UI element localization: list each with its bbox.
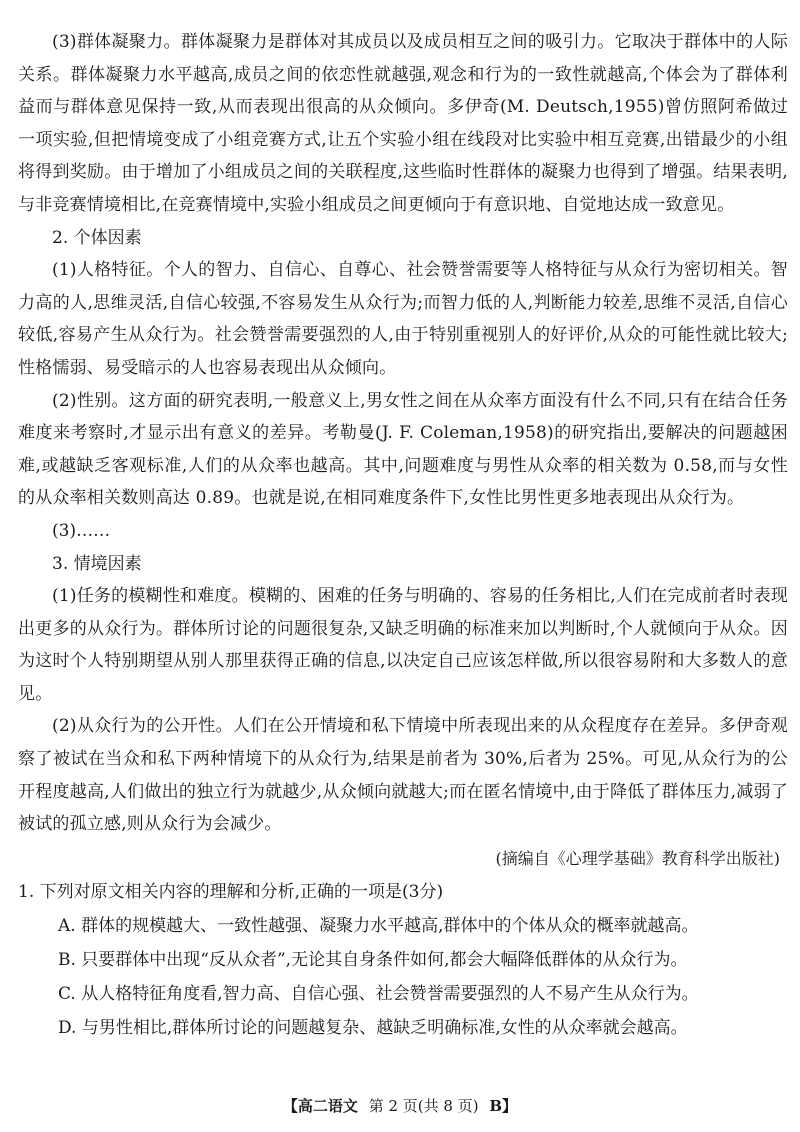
page-footer: [0, 1094, 800, 1118]
section-heading-situational-factors: 3. 情境因素: [52, 553, 142, 574]
option-d: D. 与男性相比,群体所讨论的问题越复杂、越缺乏明确标准,女性的从众率就会越高。: [58, 1017, 688, 1038]
footer-subject: 【高二语文: [282, 1097, 358, 1115]
footer-version: B】: [489, 1097, 518, 1115]
source-citation: (摘编自《心理学基础》教育科学出版社): [495, 848, 780, 868]
question-block: [18, 875, 788, 1045]
paragraph-personality: (1)人格特征。个人的智力、自信心、自尊心、社会赞誉需要等人格特征与从众行为密切相关。智力高的人,思维灵活,自信心较强,不容易发生从众行为;而智力低的人,判断能力较差,思维不灵活,自信心较低,容易产生从众行为。社会赞誉需要强烈的人,由于特别重视别人的好评价,从众的可能性就比较大;性格懦弱、易受暗示的人也容易表现出从众倾向。: [18, 260, 788, 378]
option-a: A. 群体的规模越大、一致性越强、凝聚力水平越高,群体中的个体从众的概率就越高。: [58, 915, 699, 936]
section-heading-individual-factors: 2. 个体因素: [52, 227, 142, 248]
paragraph-group-cohesion: (3)群体凝聚力。群体凝聚力是群体对其成员以及成员相互之间的吸引力。它取决于群体中的人际关系。群体凝聚力水平越高,成员之间的依恋性就越强,观念和行为的一致性就越高,个体会为了群体利益而与群体意见保持一致,从而表现出很高的从众倾向。多伊奇(M. Deutsch,1955)曾仿照阿希做过一项实验,但把情境变成了小组竞赛方式,让五个实验小组在线段对比实验中相互竞赛,出错最少的小组将得到奖励。由于增加了小组成员之间的关联程度,这些临时性群体的凝聚力也得到了增强。结果表明,与非竞赛情境相比,在竞赛情境中,实验小组成员之间更倾向于有意识地、自觉地达成一致意见。: [18, 32, 788, 215]
paragraph-gender: (2)性别。这方面的研究表明,一般意义上,男女性之间在从众率方面没有什么不同,只有在结合任务难度来考察时,才显示出有意义的差异。考勒曼(J. F. Coleman,1958)的研究指出,要解决的问题越困难,或越缺乏客观标准,人们的从众率也越高。其中,问题难度与男性从众率的相关数为 0.58,而与女性的从众率相关数则高达 0.89。也就是说,在相同难度条件下,女性比男性更多地表现出从众行为。: [18, 390, 788, 509]
option-c: C. 从人格特征角度看,智力高、自信心强、社会赞誉需要强烈的人不易产生从众行为。: [58, 983, 699, 1004]
paragraph-ellipsis: (3)……: [52, 520, 111, 541]
question-stem: 1. 下列对原文相关内容的理解和分析,正确的一项是(3分): [18, 881, 444, 902]
document-body: [18, 26, 788, 1045]
paragraph-publicity: (2)从众行为的公开性。人们在公开情境和私下情境中所表现出来的从众程度存在差异。多伊奇观察了被试在当众和私下两种情境下的从众行为,结果是前者为 30%,后者为 25%。可见,从众行为的公开程度越高,人们做出的独立行为就越少,从众倾向就越大;而在匿名情境中,由于降低了群体压力,减弱了被试的孤立感,则从众行为会减少。: [18, 716, 788, 835]
footer-page-number: 第 2 页(共 8 页): [368, 1097, 479, 1115]
option-b: B. 只要群体中出现“反从众者”,无论其自身条件如何,都会大幅降低群体的从众行为。: [58, 949, 688, 970]
paragraph-task-ambiguity: (1)任务的模糊性和难度。模糊的、困难的任务与明确的、容易的任务相比,人们在完成前者时表现出更多的从众行为。群体所讨论的问题很复杂,又缺乏明确的标准来加以判断时,个人就倾向于从众。因为这时个人特别期望从别人那里获得正确的信息,以决定自己应该怎样做,所以很容易附和大多数人的意见。: [18, 586, 788, 704]
